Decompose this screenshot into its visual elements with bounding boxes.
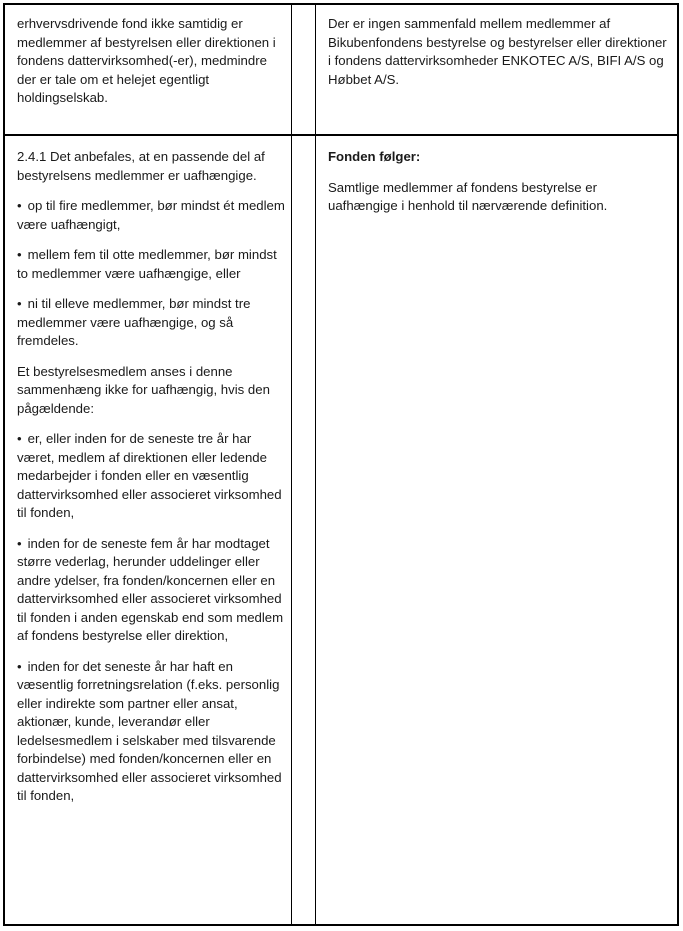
governance-table: [3, 3, 679, 925]
explanation-cell: [316, 136, 677, 924]
recommendation-cell: [5, 136, 292, 924]
list-item: • ni til elleve medlemmer, bør mindst tre medlemmer være uafhængige, og så fremdeles.: [17, 296, 251, 348]
bullet-icon: •: [17, 658, 22, 674]
list-item: • inden for de seneste fem år har modtaget større vederlag, herunder uddelinger eller andre ydelser, fra fonden/koncernen eller en dattervirksomhed eller associeret virksomhed til fonden i anden egenskab end som medlem af fondens bestyrelse eller direktion,: [17, 535, 284, 643]
bullet-icon: •: [17, 198, 22, 213]
bullet-icon: •: [17, 296, 22, 311]
recommendation-cell: [5, 5, 292, 134]
explanation-text: Samtlige medlemmer af fondens bestyrelse er uafhængige i henhold til nærværende definition.: [328, 179, 608, 213]
status-cell: [292, 5, 316, 134]
explanation-heading: Fonden følger:: [328, 149, 421, 164]
list-item: • inden for det seneste år har haft en væsentlig forretningsrelation (f.eks. personlig eller indirekte som partner eller ansat, aktionær, kunde, leverandør eller ledelsesmedlem i selskaber med tilsvarende forbindelse) med fonden/koncernen eller en dattervirksomhed eller associeret virksomhed til fonden,: [17, 658, 282, 803]
bullet-icon: •: [17, 431, 22, 446]
explanation-text: Der er ingen sammenfald mellem medlemmer af Bikubenfondens bestyrelse og bestyrelser eller direktioner i fondens dattervirksomheder ENKOTEC A/S, BIFI A/S og Høbbet A/S.: [328, 16, 667, 87]
recommendation-intro: 2.4.1 Det anbefales, at en passende del af bestyrelsens medlemmer er uafhængige.: [17, 149, 265, 183]
table-row: [3, 3, 679, 134]
bullet-icon: •: [17, 247, 22, 262]
table-row: [3, 134, 679, 926]
status-cell: [292, 136, 316, 924]
list-item: • er, eller inden for de seneste tre år har været, medlem af direktionen eller ledende medarbejder i fonden eller en væsentlig dattervirksomhed eller associeret virksomhed til fonden,: [17, 431, 282, 520]
recommendation-text: erhvervsdrivende fond ikke samtidig er medlemmer af bestyrelsen eller direktionen i fondens dattervirksomhed(-er), medmindre der er tale om et helejet egentligt holdingselskab.: [17, 16, 276, 105]
list-item: • mellem fem til otte medlemmer, bør mindst to medlemmer være uafhængige, eller: [17, 247, 277, 281]
recommendation-middle: Et bestyrelsesmedlem anses i denne sammenhæng ikke for uafhængig, hvis den pågældende:: [17, 363, 270, 416]
bullet-icon: •: [17, 535, 22, 551]
explanation-cell: [316, 5, 677, 134]
list-item: • op til fire medlemmer, bør mindst ét medlem være uafhængigt,: [17, 198, 285, 232]
